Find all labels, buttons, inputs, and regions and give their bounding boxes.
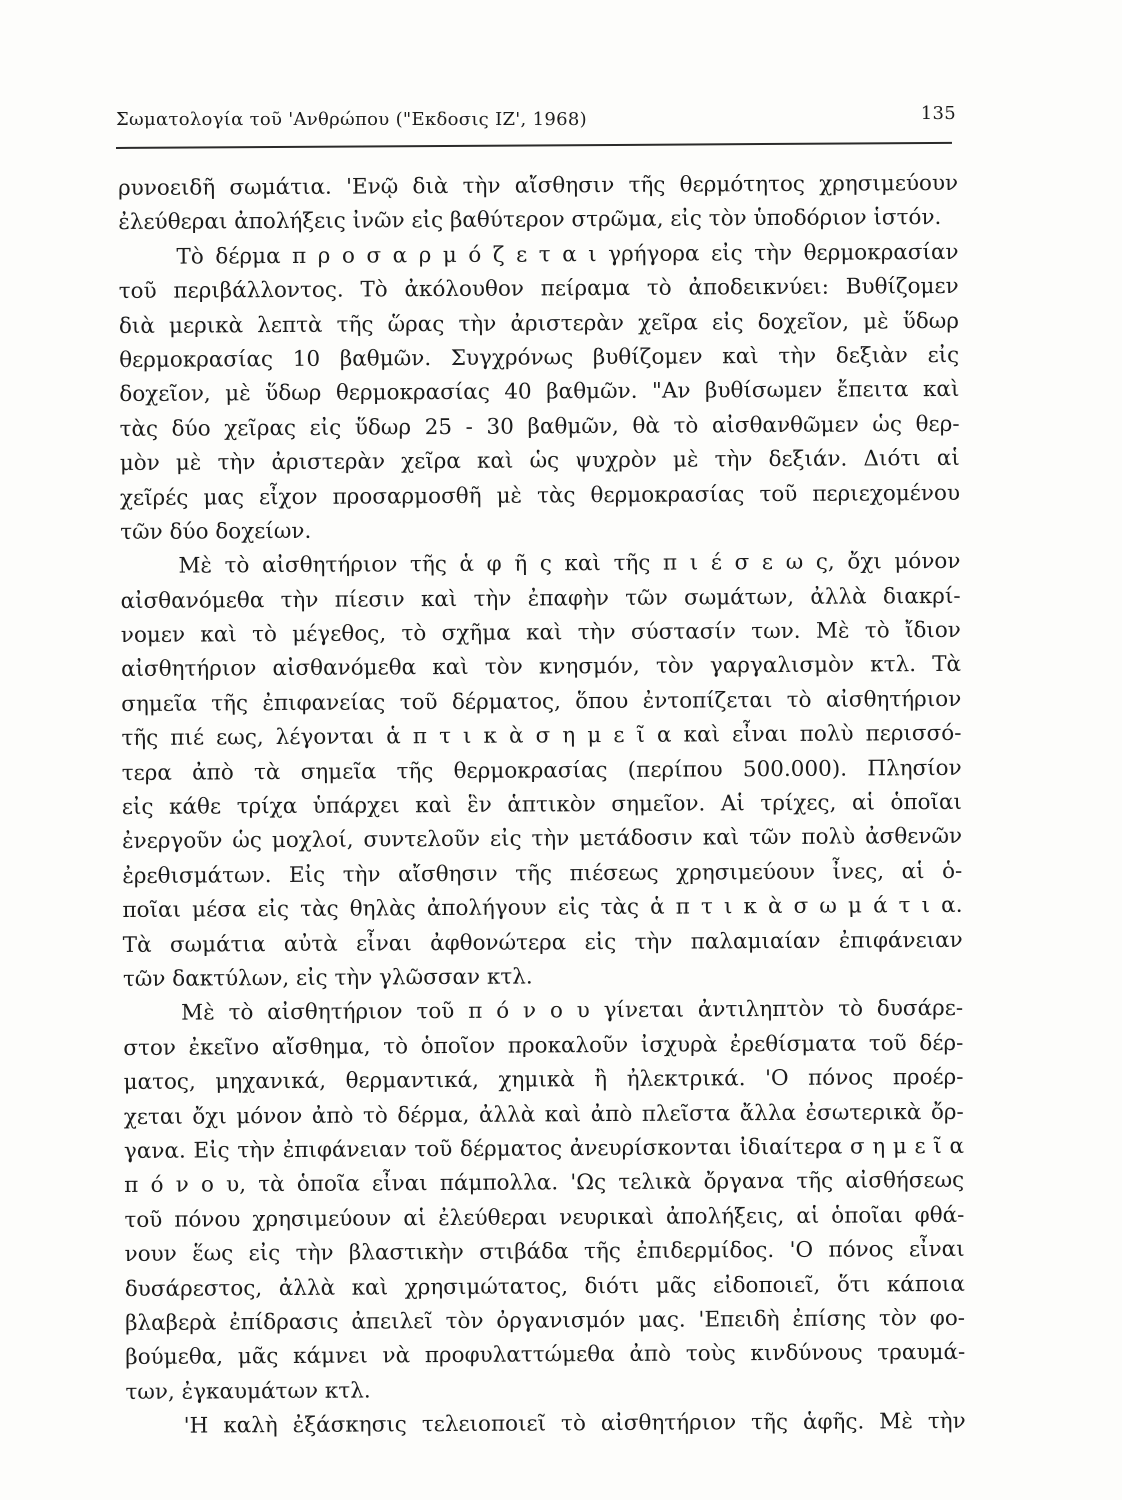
- text-line: εἰς κάθε τρίχα ὑπάρχει καὶ ἓν ἁπτικὸν σημεῖον. Αἱ τρίχες, αἱ ὁποῖαι: [121, 789, 962, 821]
- text-line: νομεν καὶ τὸ μέγεθος, τὸ σχῆμα καὶ τὴν σύστασίν των. Μὲ τὸ ἴδιον: [120, 617, 961, 649]
- text-line: χεται ὄχι μόνον ἀπὸ τὸ δέρμα, ἀλλὰ καὶ ἀπὸ πλεῖστα ἄλλα ἐσωτερικὰ ὄρ-: [123, 1099, 964, 1130]
- page-number: 135: [920, 103, 956, 124]
- text-line: Τὰ σωμάτια αὐτὰ εἶναι ἀφθονώτερα εἰς τὴν παλαμιαίαν ἐπιφάνειαν: [122, 927, 963, 958]
- text-line: τοῦ περιβάλλοντος. Τὸ ἀκόλουθον πείραμα τὸ ἀποδεικνύει: Βυθίζομεν: [118, 274, 959, 305]
- text-line: σημεῖα τῆς ἐπιφανείας τοῦ δέρματος, ὅπου ἐντοπίζεται τὸ αἰσθητήριον: [121, 686, 962, 717]
- text-line: θερμοκρασίας 10 βαθμῶν. Συγχρόνως βυθίζομεν καὶ τὴν δεξιὰν εἰς: [119, 342, 960, 373]
- text-line: χεῖρές μας εἶχον προσαρμοσθῆ μὲ τὰς θερμοκρασίας τοῦ περιεχομένου: [119, 480, 961, 511]
- text-line: δυσάρεστος, ἀλλὰ καὶ χρησιμώτατος, διότι μᾶς εἰδοποιεῖ, ὅτι κάποια: [124, 1271, 965, 1302]
- text-line: τοῦ πόνου χρησιμεύουν αἱ ἐλεύθεραι νευρικαὶ ἀπολήξεις, αἱ ὁποῖαι φθά-: [124, 1202, 965, 1233]
- text-line: τὰς δύο χεῖρας εἰς ὕδωρ 25 - 30 βαθμῶν, θὰ τὸ αἰσθανθῶμεν ὡς θερ-: [119, 411, 960, 442]
- text-line: τῆς πιέ εως, λέγονται ἁ π τ ι κ ὰ σ η μ ε ῖ α καὶ εἶναι πολὺ περισσό-: [121, 721, 962, 752]
- text-line: ἐνεργοῦν ὡς μοχλοί, συντελοῦν εἰς τὴν μετάδοσιν καὶ τῶν πολὺ ἀσθενῶν: [122, 824, 963, 855]
- text-line: γανα. Εἰς τὴν ἐπιφάνειαν τοῦ δέρματος ἀνευρίσκονται ἰδιαίτερα σ η μ ε ῖ α: [123, 1133, 965, 1164]
- text-line: βλαβερὰ ἐπίδρασις ἀπειλεῖ τὸν ὀργανισμόν μας. 'Επειδὴ ἐπίσης τὸν φο-: [124, 1305, 966, 1336]
- text-line: στον ἐκεῖνο αἴσθημα, τὸ ὁποῖον προκαλοῦν ἰσχυρὰ ἐρεθίσματα τοῦ δέρ-: [123, 1030, 964, 1061]
- text-line: των, ἐγκαυμάτων κτλ.: [125, 1378, 371, 1405]
- text-line: ἐρεθισμάτων. Εἰς τὴν αἴσθησιν τῆς πιέσεως χρησιμεύουν ἶνες, αἱ ὁ-: [122, 858, 963, 889]
- text-line: διὰ μερικὰ λεπτὰ τῆς ὥρας τὴν ἀριστερὰν χεῖρα εἰς δοχεῖον, μὲ ὕδωρ: [118, 308, 960, 339]
- running-title: Σωματολογία τοῦ 'Ανθρώπου ("Εκδοσις ΙΖ', 1968): [116, 109, 587, 130]
- text-line: Μὲ τὸ αἰσθητήριον τοῦ π ό ν ο υ γίνεται ἀντιληπτὸν τὸ δυσάρε-: [181, 996, 964, 1027]
- text-line: ρυνοειδῆ σωμάτια. 'Ενῷ διὰ τὴν αἴσθησιν τῆς θερμότητος χρησιμεύουν: [118, 170, 959, 201]
- text-line: νουν ἕως εἰς τὴν βλαστικὴν στιβάδα τῆς ἐπιδερμίδος. 'Ο πόνος εἶναι: [124, 1236, 965, 1268]
- text-line: Μὲ τὸ αἰσθητήριον τῆς ἁ φ ῆ ς καὶ τῆς π ι έ σ ε ω ς, ὄχι μόνον: [178, 549, 961, 579]
- header-rule: [116, 142, 952, 149]
- text-line: αἰσθανόμεθα τὴν πίεσιν καὶ τὴν ἐπαφὴν τῶν σωμάτων, ἀλλὰ διακρί-: [120, 583, 961, 614]
- text-line: δοχεῖον, μὲ ὕδωρ θερμοκρασίας 40 βαθμῶν. "Αν βυθίσωμεν ἔπειτα καὶ: [119, 377, 960, 408]
- text-line: βούμεθα, μᾶς κάμνει νὰ προφυλαττώμεθα ἀπὸ τοὺς κινδύνους τραυμά-: [125, 1340, 966, 1371]
- text-line: αἰσθητήριον αἰσθανόμεθα καὶ τὸν κνησμόν, τὸν γαργαλισμὸν κτλ. Τὰ: [120, 652, 962, 683]
- text-line: π ό ν ο υ, τὰ ὁποῖα εἶναι πάμπολλα. 'Ως τελικὰ ὄργανα τῆς αἰσθήσεως: [124, 1168, 965, 1199]
- text-line: ποῖαι μέσα εἰς τὰς θηλὰς ἀπολήγουν εἰς τὰς ἁ π τ ι κ ὰ σ ω μ ά τ ι α.: [122, 893, 963, 924]
- text-line: τερα ἀπὸ τὰ σημεῖα τῆς θερμοκρασίας (περίπου 500.000). Πλησίον: [121, 755, 962, 786]
- text-line: ἐλεύθεραι ἀπολήξεις ἰνῶν εἰς βαθύτερον στρῶμα, εἰς τὸν ὑποδόριον ἱστόν.: [118, 205, 942, 236]
- running-header: [116, 103, 956, 137]
- text-line: τῶν δακτύλων, εἰς τὴν γλῶσσαν κτλ.: [122, 964, 533, 992]
- text-line: μὸν μὲ τὴν ἀριστερὰν χεῖρα καὶ ὡς ψυχρὸν μὲ τὴν δεξιάν. Διότι αἱ: [119, 445, 960, 477]
- text-line: ματος, μηχανικά, θερμαντικά, χημικὰ ἢ ἠλεκτρικά. 'Ο πόνος προέρ-: [123, 1065, 964, 1096]
- text-line: τῶν δύο δοχείων.: [120, 518, 312, 545]
- body-text: [118, 167, 966, 1445]
- text-line: Τὸ δέρμα π ρ ο σ α ρ μ ό ζ ε τ α ι γρήγορα εἰς τὴν θερμοκρασίαν: [176, 239, 959, 270]
- text-line: 'Η καλὴ ἐξάσκησις τελειοποιεῖ τὸ αἰσθητήριον τῆς ἁφῆς. Μὲ τὴν: [183, 1408, 966, 1439]
